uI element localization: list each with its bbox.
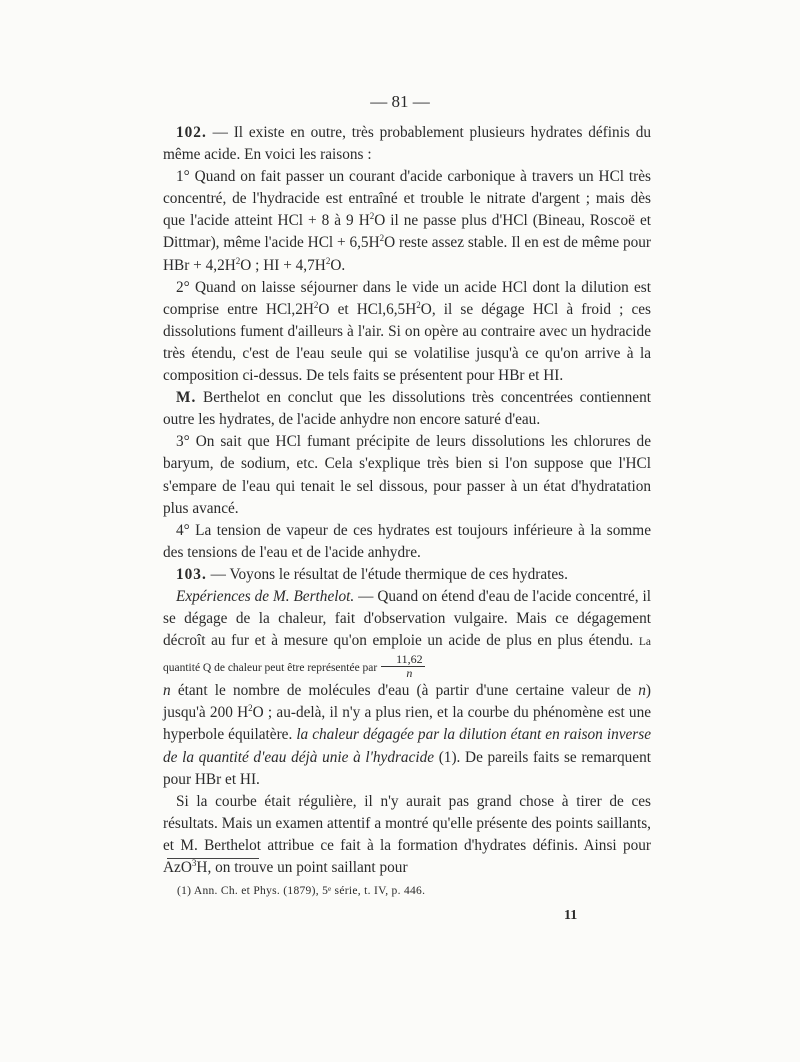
paragraph-hyperbole: n étant le nombre de molécules d'eau (à partir d'une certaine valeur de n) jusqu'à 200 $H^2O$ ; au-delà, il n'y a plus rien, et la courbe du phénomène est une hyperbole équilatère. la chaleur dégagée par la dilution étant en raison inverse de la quantité d'eau déjà unie à l'hydracide (1). De pareils faits se remarquent pour HBr et HI.	[163, 682, 652, 788]
paragraph-103: 103. — Voyons le résultat de l'étude thermique de ces hydrates.	[176, 565, 568, 583]
body-text	[163, 122, 651, 879]
paragraph-reason-1: 1° Quand on fait passer un courant d'acide carbonique à travers un HCl très concentré, de l'hydracide est entraîné et trouble le nitrate d'argent ; mais dès que l'acide atteint HCl + 8 à 9 $H^2O$ il ne passe plus d'HCl (Bineau, Roscoë et Dittmar), même l'acide HCl + $6,5H^2O$ reste assez stable. Il en est de même pour HBr + $4,2H^2O$ ; HI + $4,7H^2O$.	[163, 168, 652, 274]
footnote-rule	[167, 858, 259, 859]
italic-law-statement: la chaleur dégagée par la dilution étant en raison inverse de la quantité d'eau déjà unie à l'hydracide	[163, 726, 652, 766]
paragraph-experiences: Expériences de M. Berthelot. — Quand on étend d'eau de l'acide concentré, il se dégage de la chaleur, fait d'observation vulgaire. Mais ce dégagement décroît au fur et à mesure qu'on emploie un acide de plus en plus étendu. La quantité Q de chaleur peut être représentée par $\frac{11,62}{n}$	[163, 587, 651, 681]
footnote: (1) Ann. Ch. et Phys. (1879), 5ᵉ série, t. IV, p. 446.	[177, 885, 426, 897]
paragraph-reason-3: 3° On sait que HCl fumant précipite de leurs dissolutions les chlorures de baryum, de sodium, etc. Cela s'explique très bien si l'on suppose que l'HCl s'empare de l'eau qui tenait le sel dissous, pour passer à un état d'hydratation plus avancé.	[163, 433, 651, 517]
paragraph-102: 102. — Il existe en outre, très probablement plusieurs hydrates définis du même acide. En voici les raisons :	[163, 124, 651, 164]
paragraph-reason-2: 2° Quand on laisse séjourner dans le vide un acide HCl dont la dilution est comprise entre $HCl,2H^2O$ et $HCl,6,5H^2O$, il se dégage HCl à froid ; ces dissolutions fument d'ailleurs à l'air. Si on opère au contraire avec un hydracide très étendu, c'est de l'eau seule qui se volatilise jusqu'à ce qu'on arrive à la composition ci-dessus. De tels faits se présentent pour HBr et HI.	[163, 278, 652, 385]
section-label-102: 102.	[176, 124, 207, 141]
signature-mark: 11	[564, 908, 578, 923]
page-number: — 81 —	[370, 92, 430, 111]
section-label-103: 103.	[176, 565, 207, 583]
paragraph-berthelot-conclusion: M. Berthelot en conclut que les dissolutions très concentrées contiennent outre les hydrates, de l'acide anhydre non encore saturé d'eau.	[163, 389, 651, 429]
fraction: $\frac{11,62}{n}$	[381, 653, 425, 680]
paragraph-reason-4: 4° La tension de vapeur de ces hydrates est toujours inférieure à la somme des tensions de l'eau et de l'acide anhydre.	[163, 521, 651, 561]
paragraph-courbe: Si la courbe était régulière, il n'y aurait pas grand chose à tirer de ces résultats. Mais un examen attentif a montré qu'elle présente des points saillants, et M. Berthelot attribue ce fait à la formation d'hydrates définis. Ainsi pour AzO$^3$H, on trouve un point saillant pour	[163, 792, 651, 876]
experiences-heading: Expériences de M. Berthelot.	[176, 587, 355, 605]
